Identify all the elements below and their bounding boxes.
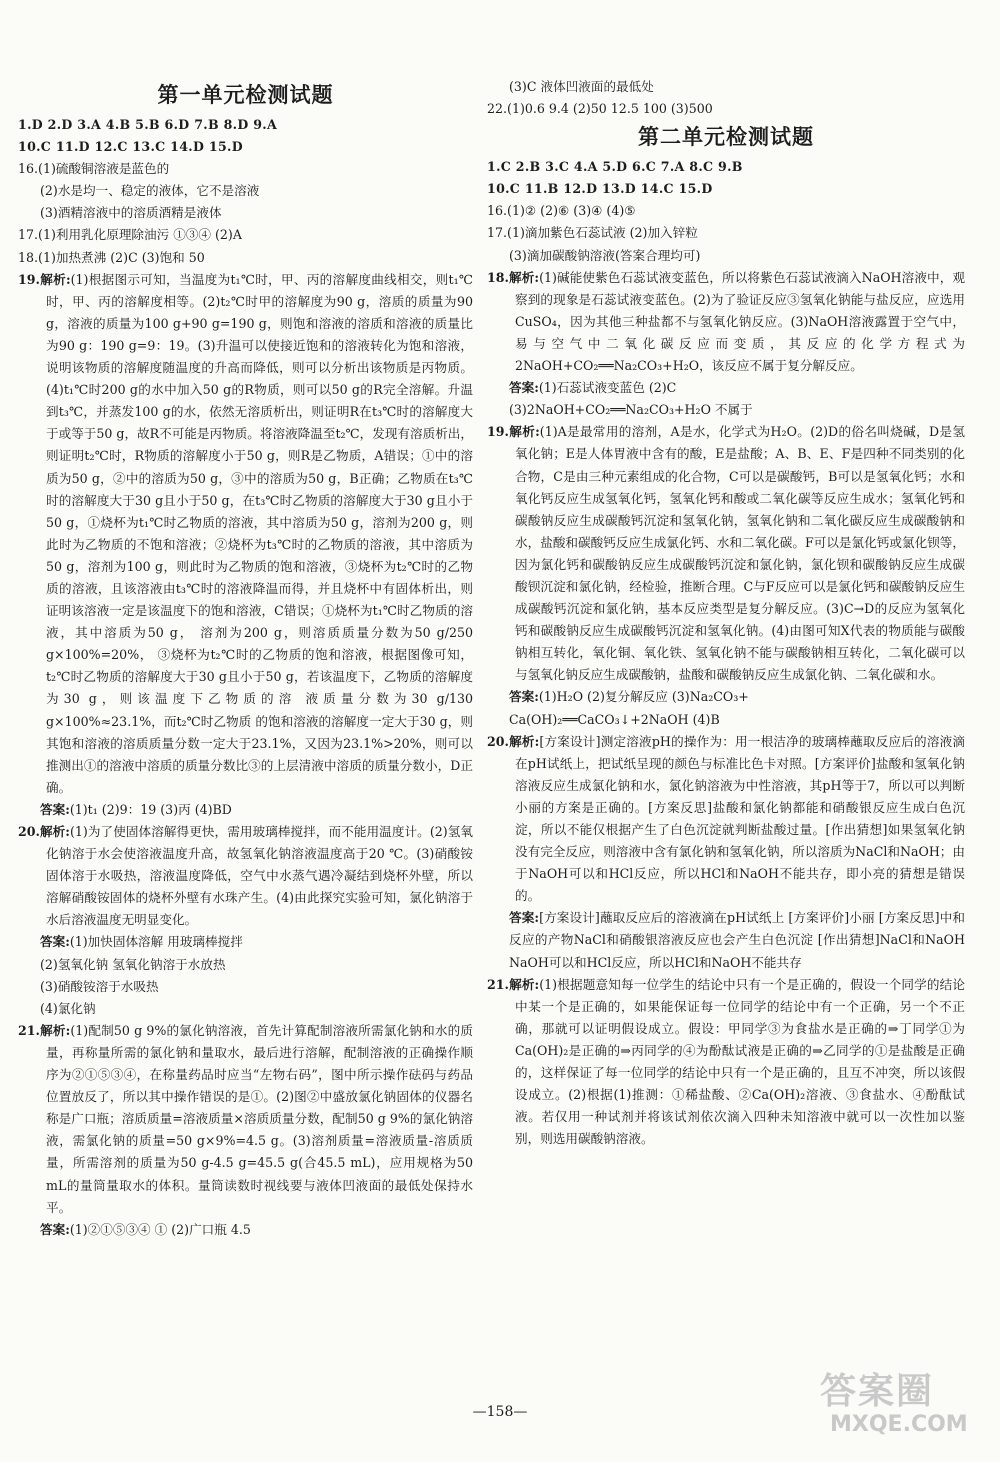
unit1-q21-analysis	[18, 1020, 473, 1219]
answer-label: 答案:	[40, 801, 70, 817]
answer-text: (1)加快固体溶解 用玻璃棒搅拌	[69, 934, 243, 950]
unit2-q16: 16.(1)② (2)⑥ (3)④ (4)⑤	[487, 203, 636, 219]
unit2-q19-analysis	[487, 421, 965, 686]
unit1-q20-label: 20.解析:	[18, 824, 70, 839]
prev-q21-answer-end: (3)C 液体凹液面的最低处	[509, 79, 654, 94]
unit2-q18-answer-line1	[487, 377, 965, 399]
unit1-q16-line2: (2)水是均一、稳定的液体，它不是溶液	[40, 183, 260, 199]
unit1-q17: 17.(1)利用乳化原理除油污 ①③④ (2)A	[18, 227, 242, 243]
answer-text: (1)t₁ (2)9：19 (3)丙 (4)BD	[69, 801, 232, 817]
unit2-q18-answer-line2: (3)2NaOH+CO₂══Na₂CO₃+H₂O 不属于	[509, 402, 753, 418]
unit2-q18-label: 18.解析:	[487, 269, 540, 285]
unit1-q21-label: 21.解析:	[18, 1022, 71, 1038]
unit2-q20-text: [方案设计]测定溶液pH的操作为：用一根洁净的玻璃棒蘸取反应后的溶液滴在pH试纸上，把试纸呈现的颜色与标准比色卡对照。[方案评价]盐酸和氢氧化钠溶液反应生成氯化钠和水，氯化钠溶液为中性溶液，其pH等于7，所以可以判断小丽的方案是正确的。[方案反思]盐酸和氯化钠都能和硝酸银反应生成白色沉淀，所以不能仅根据产生了白色沉淀就判断盐酸过量。[作出猜想]如果氢氧化钠没有完全反应，则溶液中含有氯化钠和氢氧化钠，所以溶质为NaCl和NaOH；由于NaOH可以和HCl反应，所以HCl和NaOH不能共存，即小亮的猜想是错误的。	[515, 733, 965, 904]
unit1-q19-formula2: 液质量分数为30 g/130 g×100%≈23.1%，而t₂℃时乙物质	[46, 691, 473, 729]
answer-label: 答案:	[509, 910, 540, 926]
left-column	[18, 78, 473, 1241]
unit2-q17-line1: 17.(1)滴加紫色石蕊试液 (2)加入锌粒	[487, 225, 698, 241]
unit1-answers-line2: 10.C 11.D 12.C 13.C 14.D 15.D	[18, 139, 243, 155]
unit1-q20-text: (1)为了使固体溶解得更快，需用玻璃棒搅拌，而不能用温度计。(2)氢氧化钠溶于水会使溶液温度升高，故氢氧化钠溶液温度高于20 ℃。(3)硝酸铵固体溶于水吸热，溶液温度降低，空气中水蒸气遇冷凝结到烧杯外壁，所以溶解硝酸铵固体的烧杯外壁有水珠产生。(4)由此探究实验可知，氯化钠溶于水后溶液温度无明显变化。	[46, 824, 473, 928]
unit1-q19-analysis	[18, 269, 473, 799]
unit2-q19-answer-line2: Ca(OH)₂══CaCO₃↓+2NaOH (4)B	[509, 711, 720, 727]
unit2-q17-line2: (3)滴加碳酸钠溶液(答案合理均可)	[509, 247, 701, 263]
answer-text: [方案设计]蘸取反应后的溶液滴在pH试纸上 [方案评价]小丽 [方案反思]中和反应的产物NaCl和硝酸银溶液反应也会产生白色沉淀 [作出猜想]NaCl和NaOH NaOH可以和HCl反应，所以HCl和NaOH不能共存	[509, 910, 965, 970]
unit1-q19-text3: 的饱和溶液的溶解度一定大于30 g，则其饱和溶液的溶质质量分数一定大于23.1%，又因为23.1%>20%，则可以推测出①的溶液中溶质的质量分数比③的上层清液中溶质的质量分数小，D正确。	[46, 713, 473, 795]
unit1-q19-text: (1)根据图示可知，当温度为t₁℃时，甲、丙的溶解度曲线相交，则t₁℃时，甲、丙的溶解度相等。(2)t₂℃时甲的溶解度为90 g，溶质的质量为90 g，溶液的质量为100 g+90 g=190 g，则饱和溶液的溶质和溶液的质量比为90 g：190 g=9：19。(3)升温可以使接近饱和的溶液转化为饱和溶液，说明该物质的溶解度随温度的升高而降低，则可以分析出该物质是丙物质。(4)t₁℃时200 g的水中加入50 g的R物质，则可以50 g的R完全溶解。升温到t₃℃，并蒸发100 g的水，依然无溶质析出，则证明R在t₃℃时的溶解度大于或等于50 g，故R不可能是丙物质。将溶液降温至t₂℃，发现有溶质析出，则证明t₂℃时，R物质的溶解度小于50 g，则R是乙物质，A错误；①中的溶质为50 g，②中的溶质为50 g，③中的溶质为50 g，B正确；乙物质在t₃℃时的溶解度大于30 g且小于50 g，在t₃℃时乙物质的溶解度大于30 g且小于50 g，①烧杯为t₁℃时乙物质的溶液，其中溶质为50 g，溶剂为200 g，则此时为乙物质的不饱和溶液；②烧杯为t₃℃时的乙物质的溶液，其中溶质为50 g，溶剂为100 g，则此时为乙物质的饱和溶液，③烧杯为t₂℃时的乙物质的溶液，且该溶液由t₃℃时的溶液降温而得，并且烧杯中有固体析出，则证明该溶液一定是该温度下的饱和溶液，C错误；①烧杯为t₁℃时乙物质的溶液，其中溶质为50 g，	[46, 271, 474, 641]
unit2-q20-analysis	[487, 731, 965, 908]
unit1-q20-answer-line1	[18, 931, 473, 953]
unit2-q20-label: 20.解析:	[487, 733, 540, 749]
unit2-q18-text: (1)碱能使紫色石蕊试液变蓝色，所以将紫色石蕊试液滴入NaOH溶液中，观察到的现象是石蕊试液变蓝色。(2)为了验证反应③氢氧化钠能与盐反应，应选用CuSO₄，因为其他三种盐都不与氢氧化钠反应。(3)NaOH溶液露置于空气中，易与空气中二氧化碳反应而变质，其反应的化学方程式为2NaOH+CO₂══Na₂CO₃+H₂O，该反应不属于复分解反应。	[515, 269, 965, 374]
unit1-q20-answer-line4: (4)氯化钠	[40, 1000, 96, 1016]
unit1-q21-text: (1)配制50 g 9%的氯化钠溶液，首先计算配制溶液所需氯化钠和水的质量，再称量所需的氯化钠和量取水，最后进行溶解，配制溶液的正确操作顺序为②①⑤③④，在称量药品时应当“左物右码”，图中所示操作砝码与药品位置放反了，所以其中操作错误的是①。(2)图②中盛放氯化钠固体的仪器名称是广口瓶；溶质质量=溶液质量×溶质质量分数，配制50 g 9%的氯化钠溶液，需氯化钠的质量=50 g×9%=4.5 g。(3)溶剂质量=溶液质量-溶质质量，所需溶剂的质量为50 g-4.5 g=45.5 g(合45.5 mL)，应用规格为50 mL的量筒量取水的体积。量筒读数时视线要与液体凹液面的最低处保持水平。	[46, 1022, 473, 1215]
unit1-q16-line3: (3)酒精溶液中的溶质酒精是液体	[40, 205, 222, 221]
unit1-q19-formula1: 溶剂为200 g，则溶质质量分数为50 g/250 g×100%=20%，	[46, 625, 473, 663]
unit2-title: 第二单元检测试题	[638, 125, 814, 150]
prev-q22: 22.(1)0.6 9.4 (2)50 12.5 100 (3)500	[487, 101, 713, 117]
answer-label: 答案:	[509, 689, 539, 705]
right-column	[487, 76, 965, 1150]
unit1-q18: 18.(1)加热煮沸 (2)C (3)饱和 50	[18, 249, 205, 265]
unit2-q19-answer-line1	[487, 686, 965, 708]
watermark-url: MXQE.COM	[830, 1412, 968, 1437]
page-number: —158—	[472, 1404, 528, 1420]
unit1-q19-text2: ③烧杯为t₂℃时的乙物质的饱和溶液，根据图像可知，t₂℃时乙物质的溶解度大于30 g且小于50 g，若该温度下，乙物质的溶解度为30 g，则该温度下乙物质的溶	[46, 647, 473, 707]
unit1-q20-analysis	[18, 821, 473, 931]
answer-label: 答案:	[40, 1221, 70, 1237]
unit1-q16-line1: 16.(1)硫酸铜溶液是蓝色的	[18, 161, 170, 177]
unit1-q20-answer-line3: (3)硝酸铵溶于水吸热	[40, 978, 159, 994]
unit1-q19-answer	[18, 799, 473, 821]
unit2-q18-analysis	[487, 267, 965, 377]
unit2-answers-line1: 1.C 2.B 3.C 4.A 5.D 6.C 7.A 8.C 9.B	[487, 159, 743, 175]
unit1-title: 第一单元检测试题	[157, 83, 334, 107]
unit2-q19-label: 19.解析:	[487, 424, 540, 440]
unit1-q21-answer	[18, 1219, 473, 1241]
site-watermark-logo	[820, 1372, 990, 1452]
unit2-answers-line2: 10.C 11.B 12.D 13.D 14.C 15.D	[487, 181, 713, 197]
unit1-answers-line1: 1.D 2.D 3.A 4.B 5.B 6.D 7.B 8.D 9.A	[18, 117, 278, 132]
answer-text: (1)H₂O (2)复分解反应 (3)Na₂CO₃+	[538, 689, 749, 705]
unit2-q21-label: 21.解析:	[487, 976, 540, 992]
answer-text: (1)石蕊试液变蓝色 (2)C	[538, 380, 677, 396]
answer-label: 答案:	[40, 934, 70, 950]
answer-label: 答案:	[509, 380, 539, 396]
answer-text: (1)②①⑤③④ ① (2)广口瓶 4.5	[69, 1221, 251, 1237]
unit1-q19-label: 19.解析:	[18, 271, 71, 287]
unit2-q20-answer	[487, 907, 965, 973]
watermark-text: 答案圈	[820, 1371, 935, 1412]
unit2-q21-text: (1)根据题意知每一位学生的结论中只有一个是正确的，假设一个同学的结论中某一个是正确的，如果能保证每一位同学的结论中有一个正确，另一个不正确，那就可以证明假设成立。假设：甲同学③为食盐水是正确的⇒丁同学①为Ca(OH)₂是正确的⇒丙同学的④为酚酞试液是正确的⇒乙同学的①是盐酸是正确的，这样保证了每一位同学的结论中只有一个是正确的，且互不冲突，所以该假设成立。(2)根据(1)推测：①稀盐酸、②Ca(OH)₂溶液、③食盐水、④酚酞试液。若仅用一种试剂并将该试剂依次滴入四种未知溶液中就可以一次性加以鉴别，则选用碳酸钠溶液。	[515, 976, 966, 1147]
unit1-q20-answer-line2: (2)氢氧化钠 氢氧化钠溶于水放热	[40, 956, 226, 972]
unit2-q19-text: (1)A是最常用的溶剂，A是水，化学式为H₂O。(2)D的俗名叫烧碱，D是氢氧化钠；E是人体胃液中含有的酸，E是盐酸；A、B、E、F是四种不同类别的化合物，C是由三种元素组成的化合物，C可以是碳酸钙，B可以是氢氧化钙；水和氧化钙反应生成氢氧化钙，氢氧化钙和酸或二氧化碳等反应生成水；氢氧化钙和碳酸钠反应生成碳酸钙沉淀和氢氧化钠，氢氧化钠和二氧化碳反应生成碳酸钠和水，盐酸和碳酸钙反应生成氯化钙、水和二氧化碳。F可以是氯化钙或氯化钡等，因为氯化钙和碳酸钠反应生成碳酸钙沉淀和氯化钠，氯化钡和碳酸钠反应生成碳酸钡沉淀和氯化钠，经检验，推断合理。C与F反应可以是氯化钙和碳酸钠反应生成碳酸钙沉淀和氯化钠，基本反应类型是复分解反应。(3)C→D的反应为氢氧化钙和碳酸钠反应生成碳酸钙沉淀和氢氧化钠。(4)由图可知X代表的物质能与碳酸钠相互转化，氧化铜、氧化铁、氢氧化钠不能与碳酸钠相互转化，二氧化碳可以与氢氧化钠反应生成碳酸钠，盐酸和碳酸钠反应生成氯化钠、二氧化碳和水。	[515, 424, 965, 683]
unit2-q21-analysis	[487, 974, 965, 1151]
